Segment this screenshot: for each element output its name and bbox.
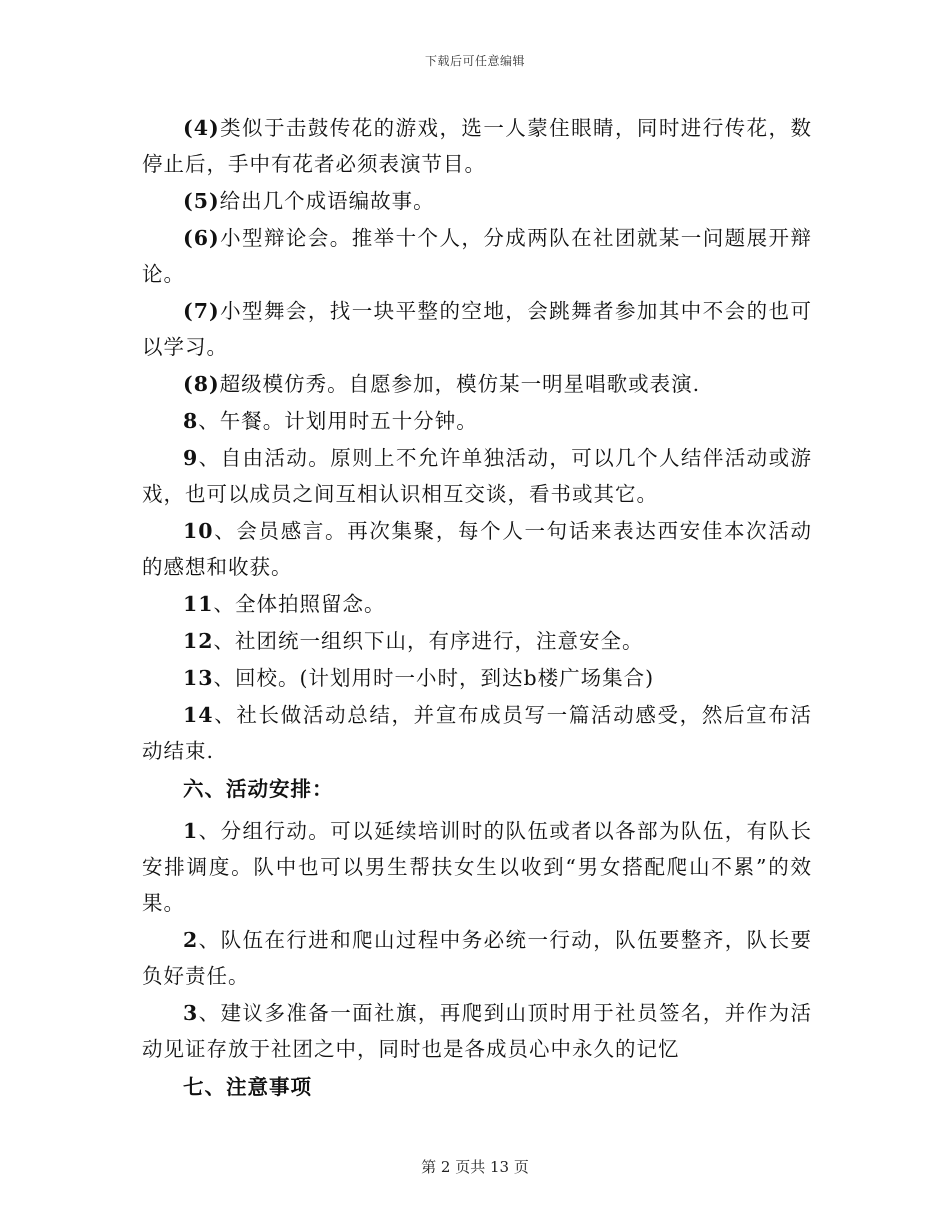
item-text: 给出几个成语编故事。 — [219, 189, 435, 213]
item-text: 、社团统一组织下山，有序进行，注意安全。 — [213, 629, 644, 653]
item-number: 2 — [183, 928, 199, 952]
item-text: 、自由活动。原则上不允许单独活动，可以几个人结伴活动或游戏，也可以成员之间互相认识相互交谈，看书或其它。 — [142, 446, 812, 506]
item-number: 10 — [183, 519, 214, 543]
item-number: 11 — [183, 592, 214, 616]
item-number: (8) — [183, 372, 220, 396]
list-item — [142, 922, 812, 994]
list-item — [142, 440, 812, 512]
list-item — [142, 183, 812, 219]
item-number: 13 — [183, 666, 214, 690]
list-item — [142, 660, 812, 696]
list-item — [142, 403, 812, 439]
list-item — [142, 623, 812, 659]
item-number: 8 — [183, 409, 199, 433]
item-text: 小型辩论会。推举十个人，分成两队在社团就某一问题展开辩论。 — [142, 226, 812, 286]
item-number: 9 — [183, 446, 199, 470]
list-item — [142, 697, 812, 769]
item-text: 、分组行动。可以延续培训时的队伍或者以各部为队伍，有队长安排调度。队中也可以男生帮扶女生以收到“男女搭配爬山不累”的效果。 — [142, 819, 812, 915]
item-number: (6) — [183, 226, 220, 250]
item-number: 12 — [183, 629, 214, 653]
item-text: 、建议多准备一面社旗，再爬到山顶时用于社员签名，并作为活动见证存放于社团之中，同时也是各成员心中永久的记忆 — [142, 1001, 812, 1061]
item-text: 、午餐。计划用时五十分钟。 — [198, 409, 478, 433]
item-number: 3 — [183, 1001, 199, 1025]
item-text: 类似于击鼓传花的游戏，选一人蒙住眼睛，同时进行传花，数停止后，手中有花者必须表演节目。 — [142, 116, 812, 176]
list-item — [142, 813, 812, 921]
list-item — [142, 220, 812, 292]
item-text: 超级模仿秀。自愿参加，模仿某一明星唱歌或表演. — [219, 372, 701, 396]
item-number: 14 — [183, 703, 214, 727]
list-item — [142, 995, 812, 1067]
item-number: (7) — [183, 299, 220, 323]
item-number: 1 — [183, 819, 199, 843]
page-header: 下载后可任意编辑 — [424, 54, 525, 68]
list-item — [142, 513, 812, 585]
list-item — [142, 586, 812, 622]
item-text: 、队伍在行进和爬山过程中务必统一行动，队伍要整齐，队长要负好责任。 — [142, 928, 812, 988]
list-item — [142, 366, 812, 402]
section-heading: 六、活动安排： — [183, 777, 334, 801]
item-text: 、会员感言。再次集聚，每个人一句话来表达西安佳本次活动的感想和收获。 — [142, 519, 812, 579]
item-text: 、社长做活动总结，并宣布成员写一篇活动感受，然后宣布活动结束. — [142, 703, 812, 763]
list-item — [142, 110, 812, 182]
page-footer: 第 2 页共 13 页 — [421, 1158, 529, 1176]
item-text: 小型舞会，找一块平整的空地，会跳舞者参加其中不会的也可以学习。 — [142, 299, 812, 359]
section-heading: 七、注意事项 — [183, 1075, 312, 1099]
item-number: (5) — [183, 189, 220, 213]
item-text: 、全体拍照留念。 — [213, 592, 386, 616]
document-body — [142, 110, 812, 1111]
item-number: (4) — [183, 116, 220, 140]
list-item — [142, 293, 812, 365]
item-text: 、回校。(计划用时一小时，到达b楼广场集合) — [213, 666, 655, 690]
